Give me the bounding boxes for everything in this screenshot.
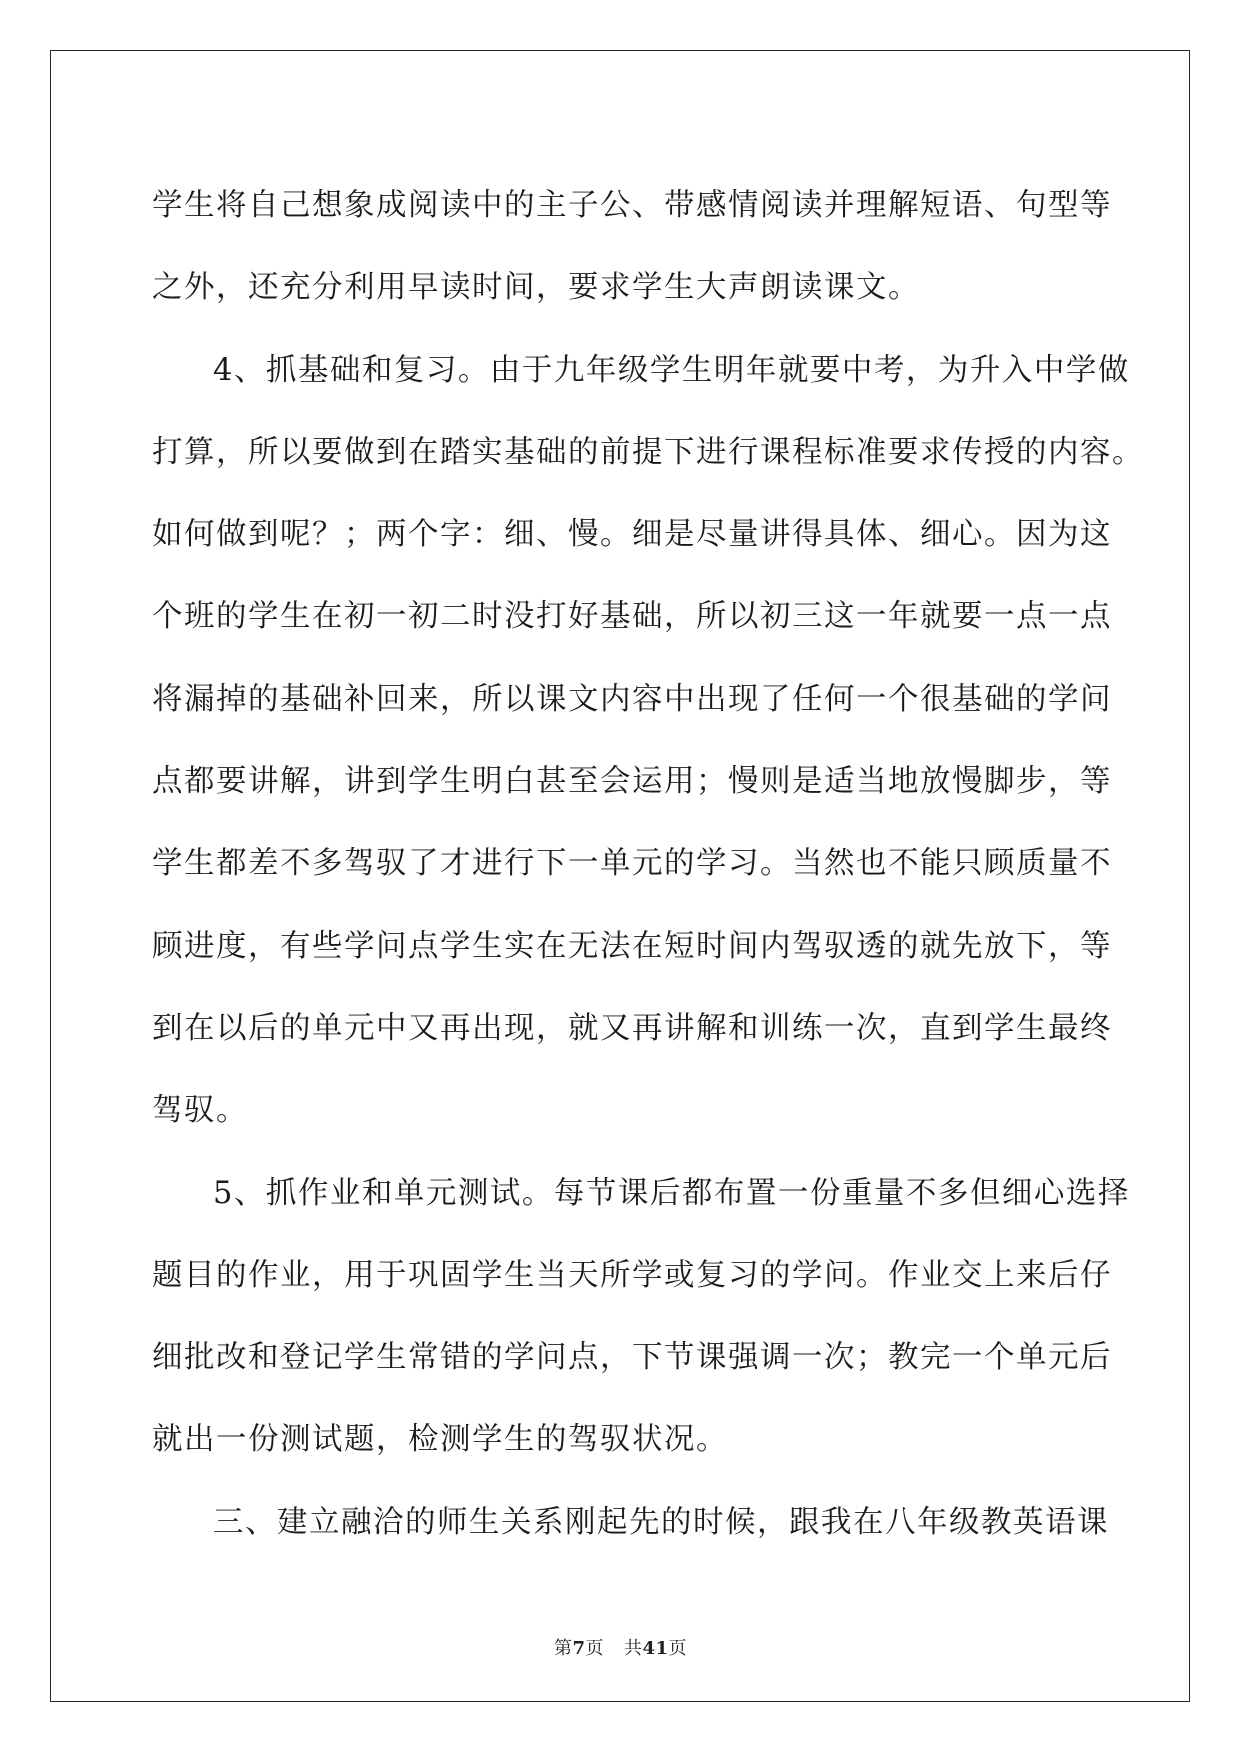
text-line: 学生都差不多驾驭了才进行下一单元的学习。当然也不能只顾质量不 <box>152 846 1112 882</box>
text-line: 驾驭。 <box>152 1093 248 1129</box>
text-line: 学生将自己想象成阅读中的主子公、带感情阅读并理解短语、句型等 <box>152 188 1112 223</box>
text-line: 4、抓基础和复习。由于九年级学生明年就要中考，为升入中学做 <box>213 352 1130 388</box>
total-pages: 41 <box>642 1638 669 1659</box>
text-line: 点都要讲解，讲到学生明白甚至会运用；慢则是适当地放慢脚步，等 <box>152 764 1112 800</box>
text-line: 5、抓作业和单元测试。每节课后都布置一份重量不多但细心选择 <box>213 1175 1130 1211</box>
text-line: 之外，还充分利用早读时间，要求学生大声朗读课文。 <box>152 270 920 306</box>
text-line: 如何做到呢？；两个字：细、慢。细是尽量讲得具体、细心。因为这 <box>152 517 1112 553</box>
page-prefix: 第 <box>553 1638 573 1659</box>
text-line: 到在以后的单元中又再出现，就又再讲解和训练一次，直到学生最终 <box>152 1010 1112 1046</box>
text-line: 顾进度，有些学问点学生实在无法在短时间内驾驭透的就先放下，等 <box>152 928 1112 964</box>
document-body <box>152 165 1144 1564</box>
text-line: 细批改和登记学生常错的学问点，下节课强调一次；教完一个单元后 <box>152 1340 1112 1376</box>
text-line: 三、建立融洽的师生关系刚起先的时候，跟我在八年级教英语课 <box>213 1504 1109 1540</box>
total-prefix: 共 <box>623 1638 643 1659</box>
text-line: 将漏掉的基础补回来，所以课文内容中出现了任何一个很基础的学问 <box>152 681 1112 717</box>
page-number: 7 <box>572 1638 586 1659</box>
text-line: 就出一份测试题，检测学生的驾驭状况。 <box>152 1422 728 1458</box>
page-footer <box>0 1634 1241 1660</box>
text-line: 题目的作业，用于巩固学生当天所学或复习的学问。作业交上来后仔 <box>152 1257 1112 1293</box>
text-line: 打算，所以要做到在踏实基础的前提下进行课程标准要求传授的内容。 <box>152 434 1144 470</box>
text-line: 个班的学生在初一初二时没打好基础，所以初三这一年就要一点一点 <box>152 599 1112 635</box>
total-suffix: 页 <box>668 1638 688 1659</box>
page-suffix: 页 <box>585 1638 604 1659</box>
